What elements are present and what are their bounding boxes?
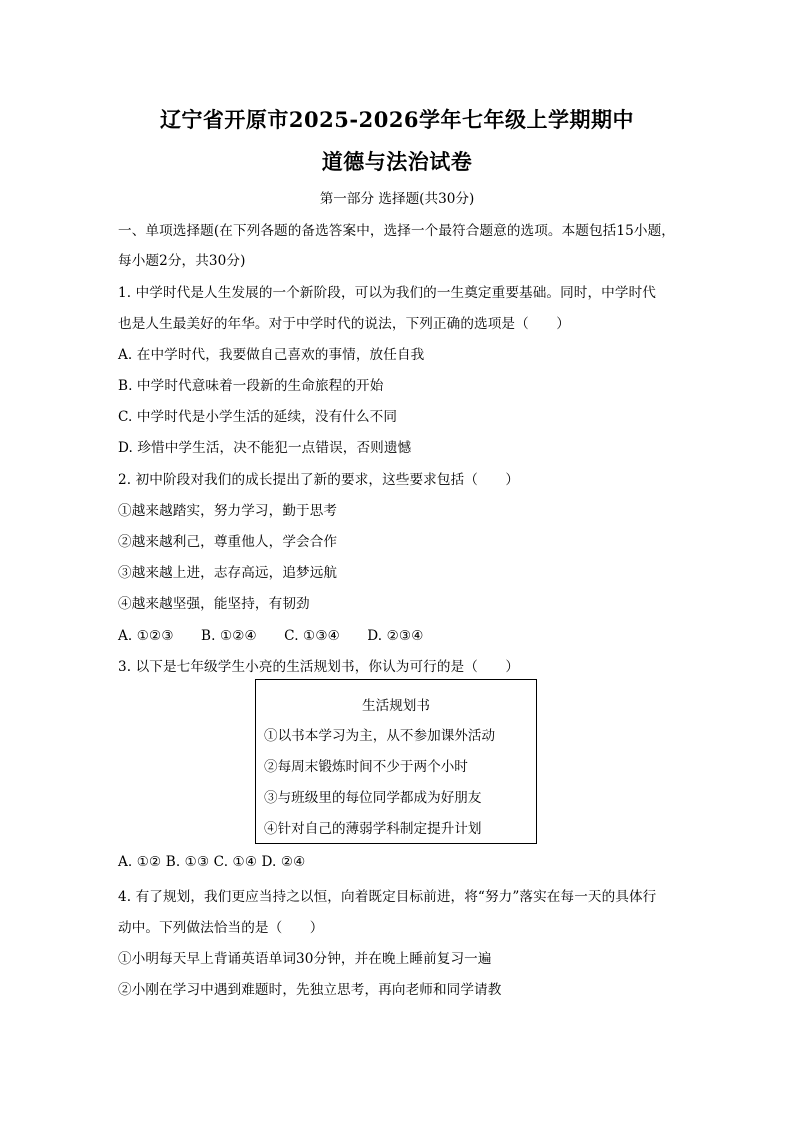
q1-option-a: A. 在中学时代，我要做自己喜欢的事情，放任自我 [118,347,425,363]
q4-stem-line2: 动中。下列做法恰当的是（ ） [118,920,324,936]
q3-options: A. ①② B. ①③ C. ①④ D. ②④ [118,854,306,870]
life-plan-item-3: ③与班级里的每位同学都成为好朋友 [264,790,482,806]
q2-stem: 2. 初中阶段对我们的成长提出了新的要求，这些要求包括（ ） [118,472,520,488]
q2-item-2: ②越来越利己，尊重他人，学会合作 [118,534,338,550]
life-plan-item-2: ②每周末锻炼时间不少于两个小时 [264,759,468,775]
life-plan-item-4: ④针对自己的薄弱学科制定提升计划 [264,821,482,837]
exam-title: 辽宁省开原市2025-2026学年七年级上学期期中 [159,107,635,132]
q1-option-d: D. 珍惜中学生活，决不能犯一点错误，否则遗憾 [118,440,412,456]
section-instructions-line1: 一、单项选择题(在下列各题的备选答案中，选择一个最符合题意的选项。本题包括15小题， [118,223,675,239]
q1-option-b: B. 中学时代意味着一段新的生命旅程的开始 [118,378,384,394]
life-plan-box [255,679,537,844]
life-plan-item-1: ①以书本学习为主，从不参加课外活动 [264,728,496,744]
life-plan-title: 生活规划书 [362,698,430,714]
q2-item-3: ③越来越上进，志存高远，追梦远航 [118,565,338,581]
q2-item-1: ①越来越踏实，努力学习，勤于思考 [118,503,338,519]
q2-item-4: ④越来越坚强，能坚持，有韧劲 [118,596,310,612]
q2-options: A. ①②③ B. ①②④ C. ①③④ D. ②③④ [118,628,424,644]
q1-stem-line2: 也是人生最美好的年华。对于中学时代的说法，下列正确的选项是（ ） [118,316,570,332]
q3-stem: 3. 以下是七年级学生小亮的生活规划书，你认为可行的是（ ） [118,659,520,675]
q4-stem-line1: 4. 有了规划，我们更应当持之以恒，向着既定目标前进，将“努力”落实在每一天的具体行 [118,889,657,905]
q1-option-c: C. 中学时代是小学生活的延续，没有什么不同 [118,409,398,425]
exam-subject-title: 道德与法治试卷 [321,149,473,174]
q4-item-2: ②小刚在学习中遇到难题时，先独立思考，再向老师和同学请教 [118,982,502,998]
section-instructions-line2: 每小题2分，共30分) [118,253,246,269]
part-heading: 第一部分 选择题(共30分) [319,191,475,207]
q4-item-1: ①小明每天早上背诵英语单词30分钟，并在晚上睡前复习一遍 [118,951,492,967]
q1-stem-line1: 1. 中学时代是人生发展的一个新阶段，可以为我们的一生奠定重要基础。同时，中学时代 [118,285,656,301]
